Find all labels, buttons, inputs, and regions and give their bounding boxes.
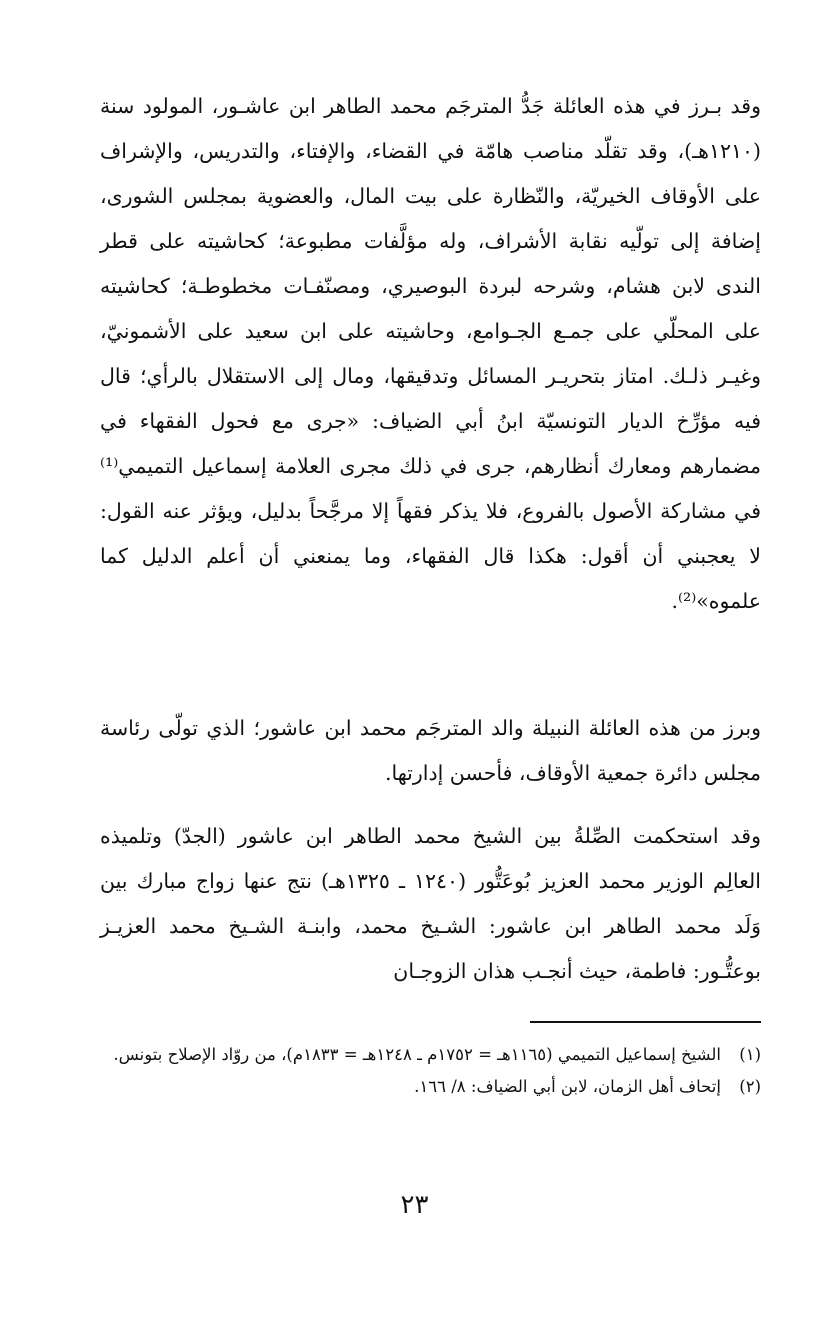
footnotes <box>100 1040 761 1104</box>
paragraph-father: وبرز من هذه العائلة النبيلة والد المترجَم محمد ابن عاشور؛ الذي تولّى رئاسة مجلس دائرة جمعية الأوقاف، فأحسن إدارتها. <box>100 716 761 785</box>
paragraph-grandfather: وقد بـرز في هذه العائلة جَدُّ المترجَم محمد الطاهر ابن عاشـور، المولود سنة (١٢١٠هـ)، وقد تقلّد مناصب هامّة في القضاء، والإفتاء، والتدريس، والإشراف على الأوقاف الخيريّة، والنّظارة على بيت المال، والعضوية بمجلس الشورى، إضافة إلى تولّيه نقابة الأشراف، وله مؤلَّفات مطبوعة؛ كحاشيته على قطر الندى لابن هشام، وشرحه لبردة البوصيري، ومصنّفـات مخطوطـة؛ كحاشيته على المحلّي على جمـع الجـوامع، وحاشيته على ابن سعيد على الأشمونيّ، وغيـر ذلـك. امتاز بتحريـر المسائل وتدقيقها، ومال إلى الاستقلال بالرأي؛ قال فيه مؤرِّخ الديار التونسيّة ابنُ أبي الضياف: «جرى مع فحول الفقهاء في مضمارهم ومعارك أنظارهم، جرى في ذلك مجرى العلامة إسماعيل التميمي⁽¹⁾ في مشاركة الأصول بالفروع، فلا يذكر فقهاً إلا مرجَّحاً بدليل، ويؤثر عنه القول: لا يعجبني أن أقول: هكذا قال الفقهاء، وما يمنعني أن أعلم الدليل كما علموه»⁽²⁾. <box>100 94 761 613</box>
paragraph-marriage: وقد استحكمت الصِّلةُ بين الشيخ محمد الطاهر ابن عاشور (الجدّ) وتلميذه العالِم الوزير محمد العزيز بُوعَتُّور (١٢٤٠ ـ ١٣٢٥هـ) نتج عنها زواج مبارك بين وَلَد محمد الطاهر ابن عاشور: الشـيخ محمد، وابنـة الشـيخ محمد العزيـز بوعتُّـور: فاطمة، حيث أنجـب هذان الزوجـان <box>100 824 761 983</box>
footnote-1-number: (١) <box>739 1045 761 1064</box>
footnote-2-number: (٢) <box>739 1077 761 1096</box>
page-number: ٢٣ <box>400 1190 429 1220</box>
footnote-1-text: الشيخ إسماعيل التميمي (١١٦٥هـ = ١٧٥٢م ـ ١٢٤٨هـ = ١٨٣٣م)، من روّاد الإصلاح بتونس. <box>113 1045 721 1064</box>
footnote-1 <box>100 1040 761 1070</box>
footnote-2 <box>100 1072 761 1102</box>
footnote-separator <box>530 1021 761 1023</box>
footnote-2-text: إتحاف أهل الزمان، لابن أبي الضياف: ٨/ ١٦٦. <box>414 1077 721 1096</box>
